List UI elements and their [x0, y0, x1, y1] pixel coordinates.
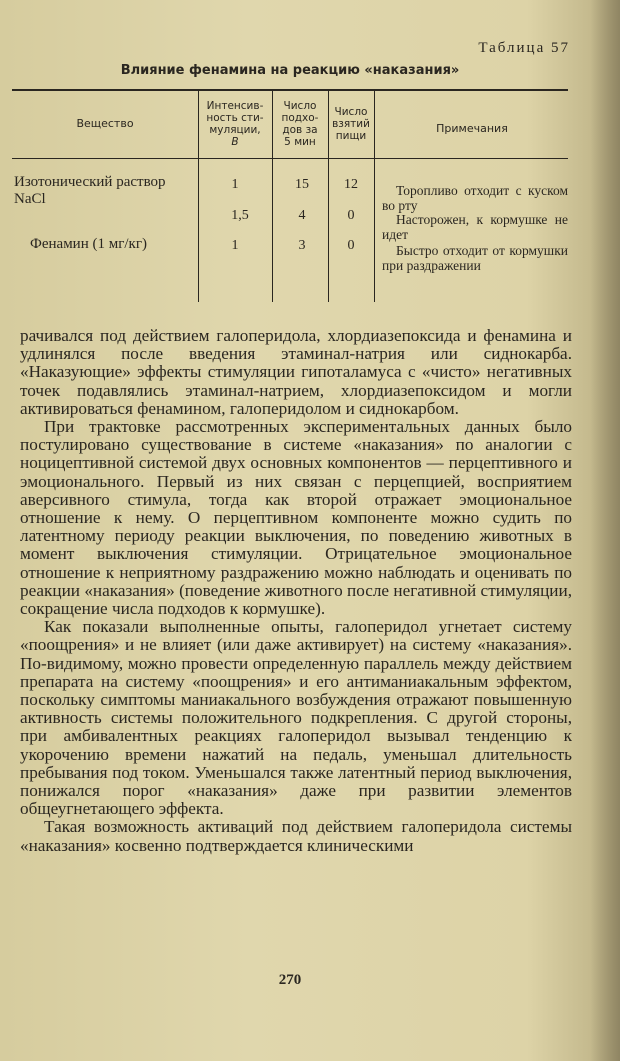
- header-line: В: [231, 136, 239, 148]
- paragraph: Такая возможность активаций под действием галоперидола системы «наказания» косвенно подтверждается клиническими: [20, 817, 572, 855]
- header-line: подхо-: [281, 112, 319, 124]
- header-line: дов за: [282, 124, 318, 136]
- row2-approaches: 4: [298, 208, 306, 223]
- row1-approaches: 15: [295, 177, 309, 192]
- paragraph: Как показали выполненные опыты, галоперидол угнетает систему «поощрения» и не влияет (или даже активирует) на систему «наказания». По-видимому, можно провести определенную параллель между действием препарата на систему «поощрения» и его антиманиакальным эффектом, поскольку симптомы маниакального возбуждения отражают повышенную активность системы положительного подкрепления. С другой стороны, при амбивалентных реакциях галоперидол вызывал тенденцию к укорочению времени нажатий на педаль, уменьшал длительность пребывания под током. Уменьшался также латентный период выключения, понижался порог «наказания» даже при развитии элементов общеугнетающего эффекта.: [20, 617, 572, 819]
- header-approaches: [272, 100, 328, 148]
- header-substance: Вещество: [76, 117, 134, 130]
- header-line: пищи: [335, 130, 367, 142]
- row3-substance: Фенамин (1 мг/кг): [30, 236, 147, 252]
- row2-intensity: 1,5: [231, 208, 249, 223]
- row3-intensity: 1: [231, 238, 239, 253]
- header-notes: Примечания: [436, 122, 508, 135]
- page-number: 270: [278, 972, 302, 988]
- table-header-rule: [12, 158, 568, 159]
- page-edge-shadow: [590, 0, 620, 1061]
- table-top-rule: [12, 89, 568, 91]
- header-intensity: [198, 100, 272, 148]
- row3-food: 0: [347, 238, 355, 253]
- table-number: Таблица 57: [478, 40, 570, 56]
- header-line: Интенсив-: [206, 100, 264, 112]
- row2-food: 0: [347, 208, 355, 223]
- row2-note: Насторожен, к кормушке не идет: [382, 212, 568, 242]
- header-line: взятий: [332, 118, 370, 130]
- row1-substance: [14, 174, 196, 208]
- row1-intensity: 1: [231, 177, 239, 192]
- paragraph: При трактовке рассмотренных экспериментальных данных было постулировано существование в системе «наказания» по аналогии с ноцицептивной системой двух основных компонентов — перцептивного и эмоционального. Первый из них связан с перцепцией, восприятием аверсивного стимула, тогда как второй отражает эмоциональное отношение к нему. О перцептивном компоненте можно судить по латентному периоду реакции выключения, по поведению животных в момент выключения стимуляции. Отрицательное эмоциональное отношение к неприятному раздражению можно наблюдать и оценивать по реакции «наказания» (поведение животного после негативной стимуляции, сокращение числа подходов к кормушке).: [20, 417, 572, 619]
- header-line: Число: [283, 100, 317, 112]
- body-text: [20, 327, 572, 855]
- table-column-divider: [374, 90, 375, 302]
- header-line: ность сти-: [206, 112, 264, 124]
- header-line: муляции,: [209, 124, 261, 136]
- substance-line: NaCl: [14, 191, 46, 207]
- row3-note: Быстро отходит от кормушки при раздражении: [382, 243, 568, 273]
- paragraph: рачивался под действием галоперидола, хлордиазепоксида и фенамина и удлинялся после введения этаминал-натрия или сиднокарба. «Наказующие» эффекты стимуляции гипоталамуса с «чисто» негативных точек подавлялись этаминал-натрием, хлордиазепоксидом и могли активироваться фенамином, галоперидолом и сиднокарбом.: [20, 326, 572, 418]
- table-caption: Влияние фенамина на реакцию «наказания»: [120, 63, 460, 78]
- header-line: 5 мин: [284, 136, 316, 148]
- row3-approaches: 3: [298, 238, 306, 253]
- row1-note: Торопливо отходит с куском во рту: [382, 183, 568, 213]
- substance-line: Изотонический раствор: [14, 174, 166, 190]
- header-food: [328, 106, 374, 142]
- row1-food: 12: [344, 177, 358, 192]
- header-line: Число: [334, 106, 368, 118]
